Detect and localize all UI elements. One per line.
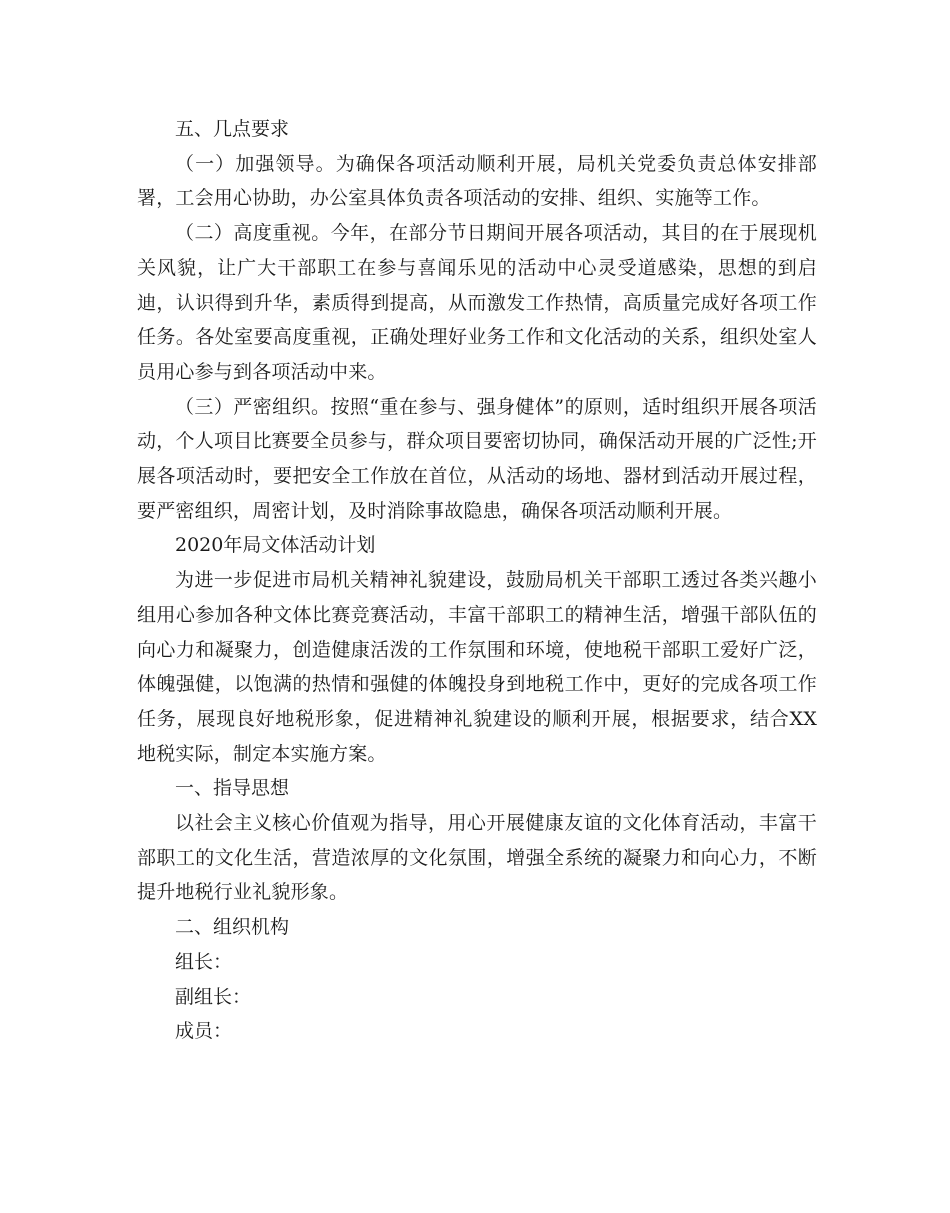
plan-title: 2020年局文体活动计划	[175, 534, 376, 557]
document-body	[137, 112, 817, 1049]
plan-intro-paragraph: 为进一步促进市局机关精神礼貌建设，鼓励局机关干部职工透过各类兴趣小组用心参加各种文体比赛竞赛活动，丰富干部职工的精神生活，增强干部队伍的向心力和凝聚力，创造健康活泼的工作氛围和环境，使地税干部职工爱好广泛，体魄强健，以饱满的热情和强健的体魄投身到地税工作中，更好的完成各项工作任务，展现良好地税形象，促进精神礼貌建设的顺利开展，根据要求，结合XX地税实际，制定本实施方案。	[137, 569, 817, 765]
section-one-heading: 一、指导思想	[175, 777, 290, 800]
section-two-heading: 二、组织机构	[175, 916, 290, 939]
section-five-item-two: （二）高度重视。今年，在部分节日期间开展各项活动，其目的在于展现机关风貌，让广大干部职工在参与喜闻乐见的活动中心灵受道感染，思想的到启迪，认识得到升华，素质得到提高，从而激发工作热情，高质量完成好各项工作任务。各处室要高度重视，正确处理好业务工作和文化活动的关系，组织处室人员用心参与到各项活动中来。	[137, 222, 817, 383]
section-five-item-three: （三）严密组织。按照“重在参与、强身健体”的原则，适时组织开展各项活动，个人项目比赛要全员参与，群众项目要密切协同，确保活动开展的广泛性;开展各项活动时，要把安全工作放在首位，从活动的场地、器材到活动开展过程，要严密组织，周密计划，及时消除事故隐患，确保各项活动顺利开展。	[137, 395, 817, 522]
deputy-leader-line: 副组长：	[175, 985, 252, 1008]
leader-line: 组长：	[175, 950, 233, 973]
section-five-item-one: （一）加强领导。为确保各项活动顺利开展，局机关党委负责总体安排部署，工会用心协助，办公室具体负责各项活动的安排、组织、实施等工作。	[137, 152, 817, 210]
members-line: 成员：	[175, 1020, 233, 1043]
section-one-paragraph: 以社会主义核心价值观为指导，用心开展健康友谊的文化体育活动，丰富干部职工的文化生活，营造浓厚的文化氛围，增强全系统的凝聚力和向心力，不断提升地税行业礼貌形象。	[137, 812, 817, 904]
section-five-heading: 五、几点要求	[175, 118, 290, 140]
